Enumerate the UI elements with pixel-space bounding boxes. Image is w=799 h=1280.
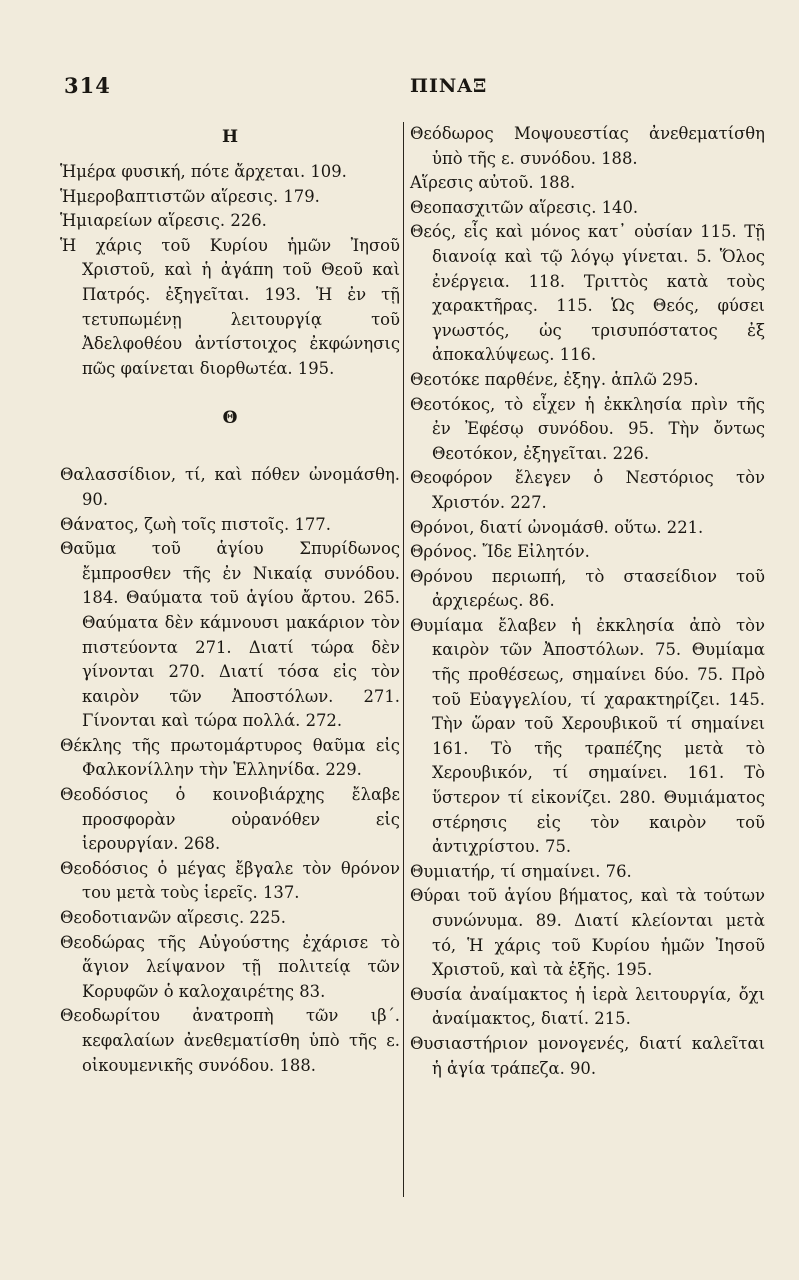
index-entry: Θεός, εἷς καὶ μόνος κατ᾿ οὐσίαν 115. Τῇ διανοίᾳ καὶ τῷ λόγῳ γίνεται. 5. Ὅλος ἐνέργεια. 118. Τριττὸς κατὰ τοὺς χαρακτῆρας. 115. Ὡς Θεός, φύσει γνωστός, ὡς τρισυπόστατος ἐξ ἀποκαλύψεως. 116.: [410, 222, 765, 365]
index-entry: Θεοδοτιανῶν αἵρεσις. 225.: [60, 908, 286, 928]
section-letter-theta: Θ: [222, 408, 238, 429]
index-entry: Ἡμεροβαπτιστῶν αἵρεσις. 179.: [60, 186, 320, 206]
right-column: [410, 122, 765, 1081]
index-entry: Θεοτόκε παρθένε, ἐξηγ. ἁπλῶ 295.: [410, 369, 699, 389]
index-entry: Θεοφόρον ἔλεγεν ὁ Νεστόριος τὸν Χριστόν. 227.: [410, 468, 765, 512]
index-entry: Θύραι τοῦ ἁγίου βήματος, καὶ τὰ τούτων συνώνυμα. 89. Διατί κλείονται μετὰ τό, Ἡ χάρις τοῦ Κυρίου ἡμῶν Ἰησοῦ Χριστοῦ, καὶ τὰ ἑξῆς. 195.: [410, 886, 765, 980]
page-header: [64, 73, 764, 103]
index-entry: Θαλασσίδιον, τί, καὶ πόθεν ὠνομάσθη. 90.: [60, 465, 400, 509]
index-entry: Ἡμιαρείων αἵρεσις. 226.: [60, 211, 267, 231]
index-entry: Θεοδώρας τῆς Αὐγούστης ἐχάρισε τὸ ἅγιον λείψανον τῇ πολιτείᾳ τῶν Κορυφῶν ὁ καλοχαιρέτης 83.: [60, 932, 400, 1001]
index-entry: Θρόνου περιωπή, τὸ στασείδιον τοῦ ἀρχιερέως. 86.: [410, 566, 765, 611]
index-entry: Θυσία ἀναίμακτος ἡ ἱερὰ λειτουργία, ὄχι ἀναίμακτος, διατί. 215.: [410, 984, 765, 1029]
index-entry: Θαῦμα τοῦ ἁγίου Σπυρίδωνος ἔμπροσθεν τῆς ἐν Νικαίᾳ συνόδου. 184. Θαύματα τοῦ ἁγίου ἄρτου. 265. Θαύματα δὲν κάμνουσι μακάριον τὸν πιστεύοντα 271. Διατί τώρα δὲν γίνονται 270. Διατί τόσα εἰς τὸν καιρὸν τῶν Ἀποστόλων. 271. Γίνονται καὶ τώρα πολλά. 272.: [60, 539, 400, 731]
index-entry: Θυμίαμα ἔλαβεν ἡ ἐκκλησία ἀπὸ τὸν καιρὸν τῶν Ἀποστόλων. 75. Θυμίαμα τῆς προθέσεως, σημαίνει δύο. 75. Πρὸ τοῦ Εὐαγγελίου, τί χαρακτηρίζει. 145. Τὴν ὥραν τοῦ Χερουβικοῦ τί σημαίνει 161. Τὸ τῆς τραπέζης μετὰ τὸ Χερουβικόν, τί σημαίνει. 161. Τὸ ὕστερον τί εἰκονίζει. 280. Θυμιάματος στέρησις εἰς τὸν καιρὸν τοῦ ἀντιχρίστου. 75.: [410, 615, 765, 857]
index-entry: Θεοδόσιος ὁ μέγας ἔβγαλε τὸν θρόνον του μετὰ τοὺς ἱερεῖς. 137.: [60, 858, 400, 903]
index-entry: Θεοδωρίτου ἀνατροπὴ τῶν ιβ΄. κεφαλαίων ἀνεθεματίσθη ὑπὸ τῆς ε. οἰκουμενικῆς συνόδου. 188.: [60, 1006, 400, 1075]
left-column: [60, 122, 400, 1078]
index-entry: Θεόδωρος Μοψουεστίας ἀνεθεματίσθη ὑπὸ τῆς ε. συνόδου. 188.: [410, 124, 765, 168]
index-entry: Θέκλης τῆς πρωτομάρτυρος θαῦμα εἰς Φαλκονίλλην τὴν Ἑλληνίδα. 229.: [60, 735, 400, 780]
index-entry: Ἡμέρα φυσική, πότε ἄρχεται. 109.: [60, 162, 347, 181]
index-entry: Θρόνος. Ἴδε Εἰλητόν.: [410, 542, 590, 562]
index-entry: Θυμιατήρ, τί σημαίνει. 76.: [410, 861, 632, 881]
index-entry: Θεοτόκος, τὸ εἶχεν ἡ ἐκκλησία πρὶν τῆς ἐν Ἐφέσῳ συνόδου. 95. Τὴν ὄντως Θεοτόκον, ἐξηγεῖται. 226.: [410, 394, 765, 463]
index-entry: Θάνατος, ζωὴ τοῖς πιστοῖς. 177.: [60, 514, 331, 534]
index-entry: Θεοδόσιος ὁ κοινοβιάρχης ἔλαβε προσφορὰν οὐρανόθεν εἰς ἱερουργίαν. 268.: [60, 785, 400, 854]
index-entry: Ἡ χάρις τοῦ Κυρίου ἡμῶν Ἰησοῦ Χριστοῦ, καὶ ἡ ἀγάπη τοῦ Θεοῦ καὶ Πατρός. ἐξηγεῖται. 193. Ἡ ἐν τῇ τετυπωμένῃ λειτουργίᾳ τοῦ Ἀδελφοθέου ἀντίστοιχος ἐκφώνησις πῶς φαίνεται διορθωτέα. 195.: [60, 235, 400, 378]
index-entry: Αἵρεσις αὐτοῦ. 188.: [410, 173, 576, 193]
column-divider: [403, 122, 404, 1197]
index-entry: Θυσιαστήριον μονογενές, διατί καλεῖται ἡ ἁγία τράπεζα. 90.: [410, 1033, 765, 1078]
running-title: ΠΙΝΑΞ: [410, 75, 488, 97]
section-letter-eta: Η: [221, 127, 239, 147]
page-number: 314: [64, 73, 111, 98]
index-entry: Θεοπασχιτῶν αἵρεσις. 140.: [410, 197, 639, 217]
index-entry: Θρόνοι, διατί ὠνομάσθ. οὕτω. 221.: [410, 517, 704, 537]
